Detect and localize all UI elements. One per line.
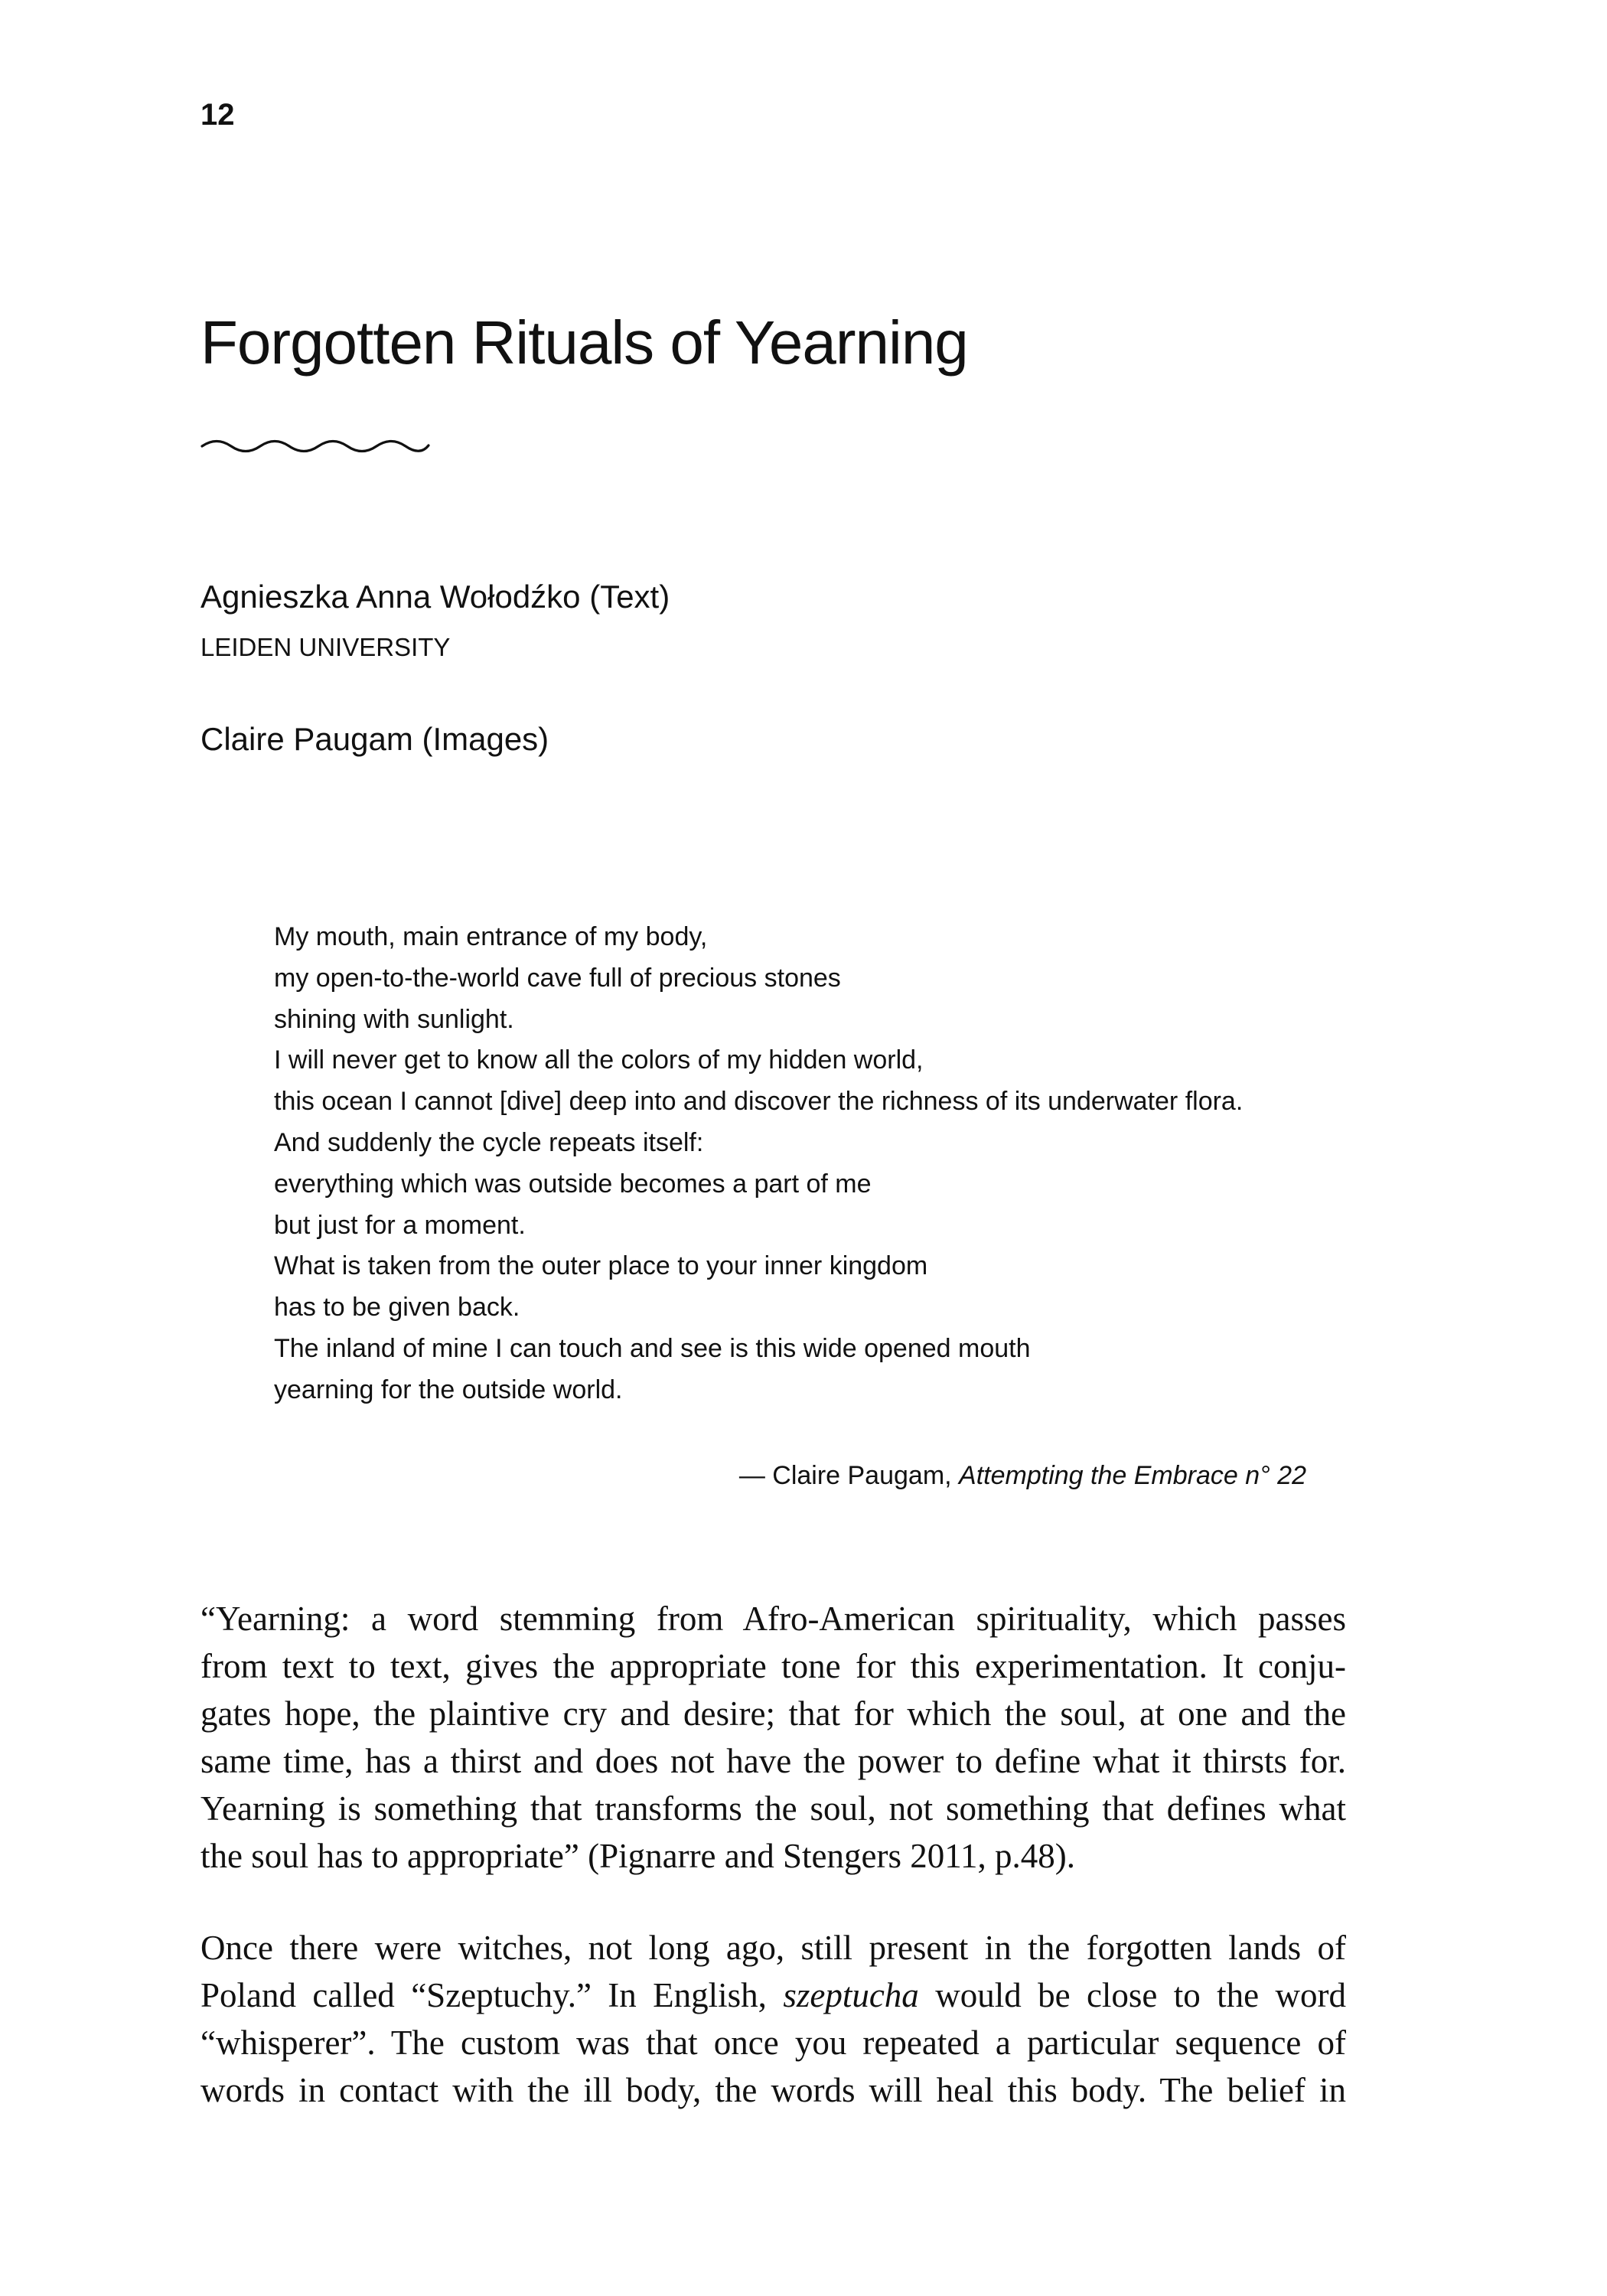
body-paragraph-2: [200, 1924, 1346, 2114]
poem-line: shining with sunlight.: [274, 1004, 514, 1034]
poem-line: My mouth, main entrance of my body,: [274, 922, 708, 951]
poem-line: everything which was outside becomes a part of me: [274, 1169, 872, 1199]
paragraph-line: Yearning is something that transforms the soul, not something that defines what: [200, 1789, 1346, 1828]
paragraph-line: [200, 1971, 1346, 2019]
poem-line: yearning for the outside world.: [274, 1375, 623, 1404]
author-name-text: Agnieszka Anna Wołodźko (Text): [200, 579, 670, 615]
poem-line: but just for a moment.: [274, 1210, 526, 1240]
poem-line: has to be given back.: [274, 1293, 520, 1322]
attribution-work-title: Attempting the Embrace n° 22: [959, 1461, 1306, 1490]
author-affiliation: LEIDEN UNIVERSITY: [200, 633, 451, 661]
author-name-images: Claire Paugam (Images): [200, 721, 549, 757]
epigraph-poem: [274, 917, 1391, 1411]
paragraph-line: Once there were witches, not long ago, still present in the forgotten lands of: [200, 1929, 1346, 1967]
italic-term: szeptucha: [783, 1976, 919, 2014]
page-title: Forgotten Rituals of Yearning: [200, 308, 968, 377]
poem-line: And suddenly the cycle repeats itself:: [274, 1127, 704, 1157]
paragraph-text: Poland called “Szeptuchy.” In English,: [200, 1976, 767, 2014]
paragraph-line: words in contact with the ill body, the words will heal this body. The belief in: [200, 2071, 1346, 2109]
page-number: 12: [200, 98, 235, 132]
paragraph-text: would be close to the word: [935, 1976, 1347, 2014]
epigraph-attribution: [739, 1459, 1306, 1492]
paragraph-line: gates hope, the plaintive cry and desire; that for which the soul, at one and the: [200, 1694, 1346, 1733]
poem-line: my open-to-the-world cave full of precious stones: [274, 963, 841, 993]
wave-divider-icon: [200, 435, 430, 458]
poem-line: The inland of mine I can touch and see is this wide opened mouth: [274, 1333, 1031, 1363]
paragraph-line: from text to text, gives the appropriate tone for this experimentation. It conju-: [200, 1647, 1346, 1685]
poem-line: this ocean I cannot [dive] deep into and discover the richness of its underwater flora.: [274, 1087, 1244, 1117]
attribution-author: — Claire Paugam,: [738, 1461, 952, 1490]
paragraph-line: “Yearning: a word stemming from Afro-American spirituality, which passes: [200, 1600, 1346, 1638]
body-paragraph-1: [200, 1595, 1346, 1880]
paragraph-line: same time, has a thirst and does not have the power to define what it thirsts for.: [200, 1742, 1346, 1780]
poem-line: I will never get to know all the colors of my hidden world,: [274, 1045, 924, 1075]
paragraph-line: “whisperer”. The custom was that once you repeated a particular sequence of: [200, 2024, 1346, 2062]
paragraph-line: the soul has to appropriate” (Pignarre and Stengers 2011, p.48).: [200, 1837, 1076, 1875]
poem-line: What is taken from the outer place to your inner kingdom: [274, 1251, 928, 1281]
